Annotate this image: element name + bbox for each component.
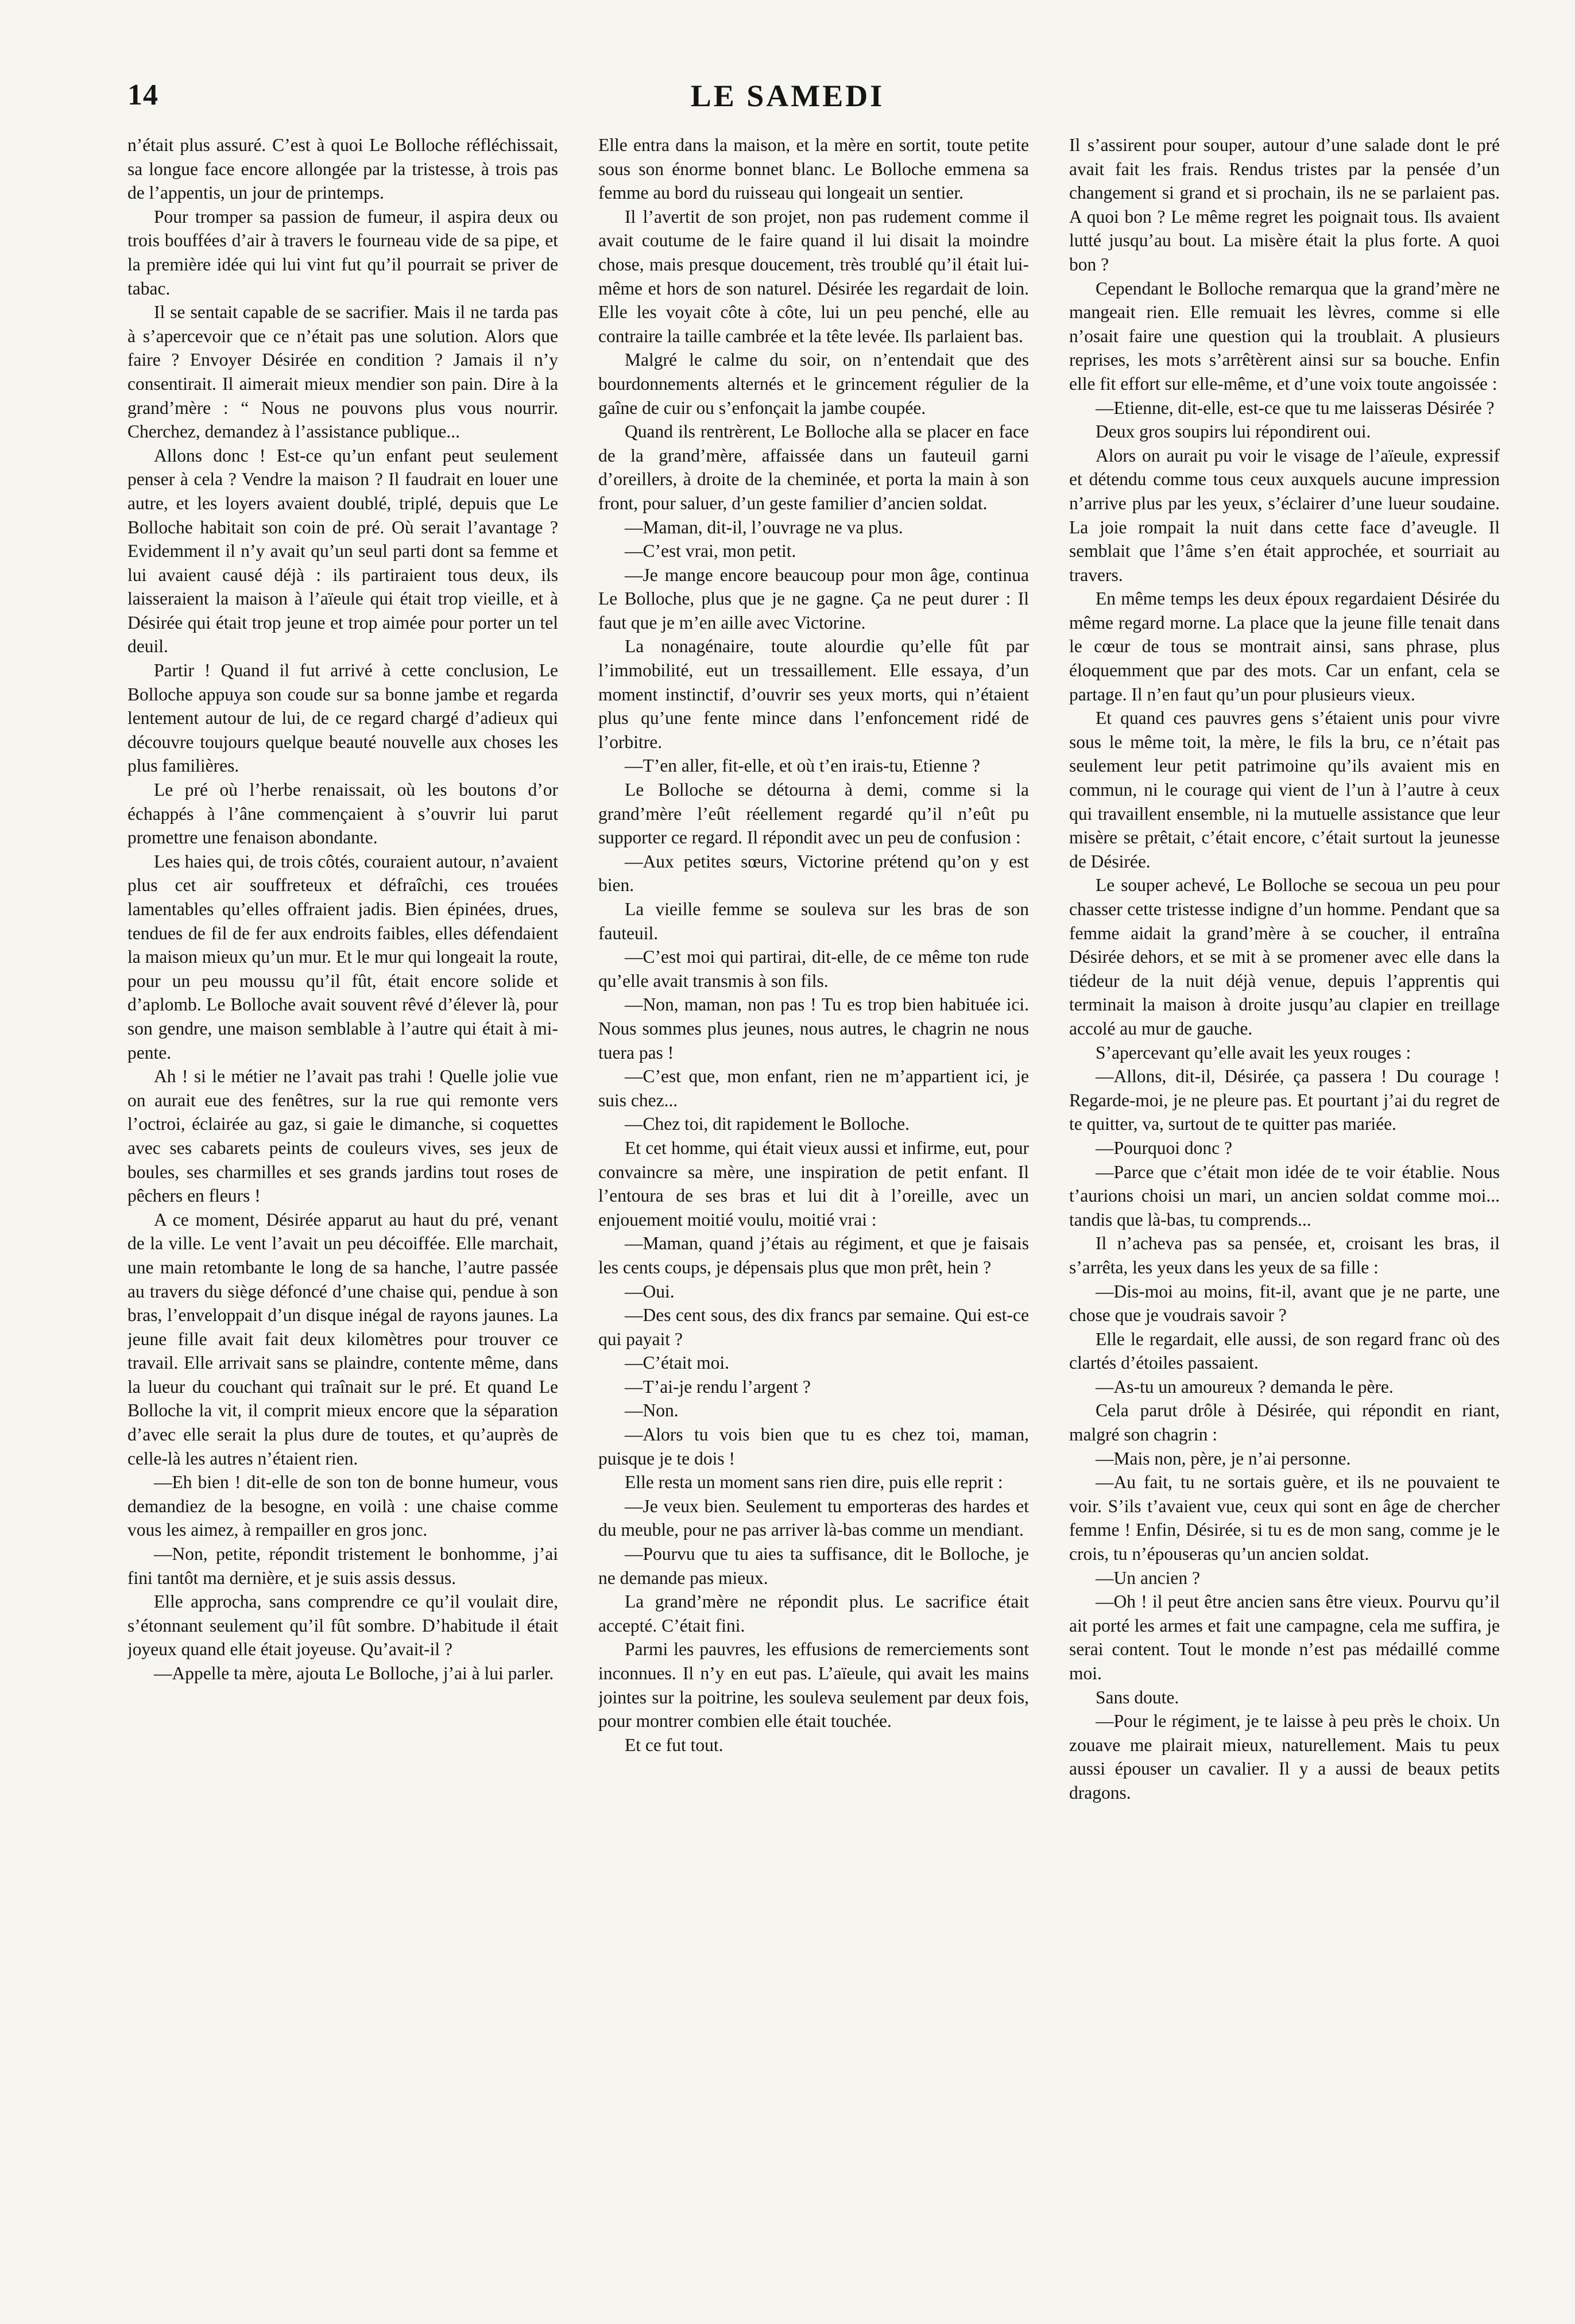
paragraph: Il s’assirent pour souper, autour d’une salade dont le pré avait fait les frais. Rendus tristes par la pensée d’un changement si grand et si prochain, ils ne se parlaient pas. A quoi bon ? Le même regret les poignait tous. Ils avaient lutté jusqu’au bout. La misère était la plus forte. A quoi bon ? bbox=[1069, 135, 1500, 274]
paragraph: —T’en aller, fit-elle, et où t’en irais-tu, Etienne ? bbox=[625, 756, 980, 776]
paragraph: —Allons, dit-il, Désirée, ça passera ! Du courage ! Regarde-moi, je ne pleure pas. Et pourtant j’ai du regret de te quitter, va, surtout de te quitter pas mariée. bbox=[1069, 1066, 1500, 1134]
paragraph: —C’est que, mon enfant, rien ne m’appartient ici, je suis chez... bbox=[598, 1066, 1029, 1110]
page-number: 14 bbox=[127, 79, 158, 111]
paragraph: —Au fait, tu ne sortais guère, et ils ne pouvaient te voir. S’ils t’avaient vue, ceux qui sont en âge de chercher femme ! Enfin, Désirée, si tu es de mon sang, comme je le crois, tu n’épouseras qu’un ancien soldat. bbox=[1069, 1472, 1500, 1564]
paragraph: Elle le regardait, elle aussi, de son regard franc où des clartés d’étoiles passaient. bbox=[1069, 1328, 1500, 1373]
paragraph: —Eh bien ! dit-elle de son ton de bonne humeur, vous demandiez de la besogne, en voilà : une chaise comme vous les aimez, à rempailler en gros jonc. bbox=[127, 1472, 558, 1540]
paragraph: Partir ! Quand il fut arrivé à cette conclusion, Le Bolloche appuya son coude sur sa bonne jambe et regarda lentement autour de lui, de ce regard chargé d’adieux qui découvre toujours quelque beauté nouvelle aux choses les plus familières. bbox=[127, 660, 558, 776]
paragraph: En même temps les deux époux regardaient Désirée du même regard morne. La place que la jeune fille tenait dans le cœur de tous se montrait ainsi, sans phrase, plus éloquemment que par des mots. Car un enfant, cela se partage. Il n’en faut qu’un pour plusieurs vieux. bbox=[1069, 588, 1500, 704]
paragraph: Le Bolloche se détourna à demi, comme si la grand’mère l’eût réellement regardé qu’il n’eût pu supporter ce regard. Il répondit avec un peu de confusion : bbox=[598, 780, 1029, 848]
paragraph: Sans doute. bbox=[1096, 1687, 1179, 1707]
paragraph: Le pré où l’herbe renaissait, où les boutons d’or échappés à l’âne commençaient à s’ouvrir lui parut promettre une fenaison abondante. bbox=[127, 780, 558, 848]
paragraph: —Mais non, père, je n’ai personne. bbox=[1096, 1448, 1351, 1469]
paragraph: —Appelle ta mère, ajouta Le Bolloche, j’ai à lui parler. bbox=[154, 1663, 554, 1683]
text-column-3 bbox=[1069, 133, 1500, 2269]
paragraph: —Etienne, dit-elle, est-ce que tu me laisseras Désirée ? bbox=[1096, 397, 1495, 418]
text-column-1 bbox=[127, 133, 558, 2269]
paragraph: Allons donc ! Est-ce qu’un enfant peut seulement penser à cela ? Vendre la maison ? Il faudrait en louer une autre, et les loyers avaient doublé, triplé, depuis que Le Bolloche habitait son coin de pré. Où serait l’avantage ? Evidemment il n’y avait qu’un seul parti dont sa femme et lui avaient causé déjà : ils partiraient tous deux, ils laisseraient la maison à l’aïeule qui était trop vieille, et à Désirée qui était trop jeune et trop aimée pour porter un tel deuil. bbox=[127, 445, 558, 657]
paragraph: La nonagénaire, toute alourdie qu’elle fût par l’immobilité, eut un tressaillement. Elle essaya, d’un moment instinctif, d’ouvrir ses yeux morts, qui n’étaient plus qu’une fente mince dans l’enfoncement ridé de l’orbitre. bbox=[598, 636, 1029, 752]
paragraph: —Maman, dit-il, l’ouvrage ne va plus. bbox=[625, 517, 903, 537]
paragraph: —Non, petite, répondit tristement le bonhomme, j’ai fini tantôt ma dernière, et je suis assis dessus. bbox=[127, 1544, 558, 1588]
paragraph: Malgré le calme du soir, on n’entendait que des bourdonnements alternés et le grincement régulier de la gaîne de cuir ou s’enfonçait la jambe coupée. bbox=[598, 350, 1029, 418]
paragraph: —As-tu un amoureux ? demanda le père. bbox=[1096, 1376, 1394, 1397]
paragraph: —Pourvu que tu aies ta suffisance, dit le Bolloche, je ne demande pas mieux. bbox=[598, 1544, 1029, 1588]
paragraph: —Pourquoi donc ? bbox=[1096, 1137, 1232, 1158]
paragraph: Et quand ces pauvres gens s’étaient unis pour vivre sous le même toit, la mère, le fils la bru, ce n’était pas seulement leur petit patrimoine qu’ils avaient mis en commun, ni le courage qui vient de l’un à l’autre à ceux qui travaillent ensemble, ni la mutuelle assistance que leur misère se prêtait, c’était encore, c’était surtout la jeunesse de Désirée. bbox=[1069, 708, 1500, 872]
paragraph: —Parce que c’était mon idée de te voir établie. Nous t’aurions choisi un mari, un ancien soldat comme moi... tandis que là-bas, tu comprends... bbox=[1069, 1161, 1500, 1230]
paragraph: Ah ! si le métier ne l’avait pas trahi ! Quelle jolie vue on aurait eue des fenêtres, sur la rue qui remonte vers l’octroi, éclairée au gaz, si gaie le dimanche, si coquettes avec ses cabarets peints de couleurs vives, ses jeux de boules, ses charmilles et ses grands jardins tout roses de pêchers en fleurs ! bbox=[127, 1066, 558, 1206]
paragraph: Quand ils rentrèrent, Le Bolloche alla se placer en face de la grand’mère, affaissée dans un fauteuil garni d’oreillers, à droite de la cheminée, et porta la main à son front, pour saluer, d’un geste familier d’ancien soldat. bbox=[598, 421, 1029, 513]
paragraph: Elle resta un moment sans rien dire, puis elle reprit : bbox=[625, 1472, 1003, 1493]
paragraph: —C’est vrai, mon petit. bbox=[625, 541, 796, 561]
paragraph: Elle entra dans la maison, et la mère en sortit, toute petite sous son énorme bonnet blanc. Le Bolloche emmena sa femme au bord du ruisseau qui longeait un sentier. bbox=[598, 135, 1029, 203]
paragraph: Elle approcha, sans comprendre ce qu’il voulait dire, s’étonnant seulement qu’il fût sombre. D’habitude il était joyeux quand elle était joyeuse. Qu’avait-il ? bbox=[127, 1591, 558, 1660]
paragraph: Parmi les pauvres, les effusions de remerciements sont inconnues. Il n’y en eut pas. L’aïeule, qui avait les mains jointes sur la poitrine, les souleva seulement par deux fois, pour montrer combien elle était touchée. bbox=[598, 1639, 1029, 1732]
paragraph: S’apercevant qu’elle avait les yeux rouges : bbox=[1096, 1042, 1411, 1063]
text-column-2 bbox=[598, 133, 1029, 2269]
paragraph: Deux gros soupirs lui répondirent oui. bbox=[1096, 421, 1371, 442]
paragraph: —Je mange encore beaucoup pour mon âge, continua Le Bolloche, plus que je ne gagne. Ça ne peut durer : Il faut que je m’en aille avec Victorine. bbox=[598, 564, 1029, 633]
paragraph: —Alors tu vois bien que tu es chez toi, maman, puisque je te dois ! bbox=[598, 1424, 1029, 1469]
paragraph: Pour tromper sa passion de fumeur, il aspira deux ou trois bouffées d’air à travers le fourneau vide de sa pipe, et la première idée qui lui vint fut qu’il pourrait se priver de tabac. bbox=[127, 206, 558, 299]
paragraph: A ce moment, Désirée apparut au haut du pré, venant de la ville. Le vent l’avait un peu décoiffée. Elle marchait, une main retombante le long de sa hanche, l’autre passée au travers du siège défoncé d’une chaise qui, pendue à son bras, l’enveloppait d’un disque inégal de rayons jaunes. La jeune fille avait fait deux kilomètres pour trouver ce travail. Elle arrivait sans se plaindre, contente même, dans la lueur du couchant qui traînait sur le pré. Et quand Le Bolloche la vit, il comprit mieux encore que la séparation d’avec elle serait la plus dure de toutes, et qu’auprès de celle-là les autres n’étaient rien. bbox=[127, 1209, 558, 1469]
paragraph: Les haies qui, de trois côtés, couraient autour, n’avaient plus cet air souffreteux et défraîchi, ces trouées lamentables qu’elles offraient jadis. Bien épinées, drues, tendues de fil de fer aux endroits faibles, elles défendaient la maison mieux qu’un mur. Et le mur qui longeait la route, pour un peu moussu qu’il fût, était encore solide et d’aplomb. Le Bolloche avait souvent rêvé d’élever là, pour son gendre, une maison semblable à l’autre qui était à mi-pente. bbox=[127, 851, 558, 1063]
paragraph: —Un ancien ? bbox=[1096, 1567, 1200, 1588]
paragraph: La vieille femme se souleva sur les bras de son fauteuil. bbox=[598, 899, 1029, 943]
paragraph: —Oui. bbox=[625, 1281, 675, 1302]
paragraph: —Des cent sous, des dix francs par semaine. Qui est-ce qui payait ? bbox=[598, 1305, 1029, 1349]
paragraph: —Aux petites sœurs, Victorine prétend qu’on y est bien. bbox=[598, 851, 1029, 896]
paragraph: Il n’acheva pas sa pensée, et, croisant les bras, il s’arrêta, les yeux dans les yeux de sa fille : bbox=[1069, 1233, 1500, 1277]
paragraph: —Maman, quand j’étais au régiment, et que je faisais les cents coups, je dépensais plus que mon prêt, hein ? bbox=[598, 1233, 1029, 1277]
paragraph: —Pour le régiment, je te laisse à peu près le choix. Un zouave me plairait mieux, naturellement. Mais tu peux aussi épouser un cavalier. Il y a aussi de beaux petits dragons. bbox=[1069, 1711, 1500, 1803]
paragraph: Il l’avertit de son projet, non pas rudement comme il avait coutume de le faire quand il lui disait la moindre chose, mais presque doucement, très troublé qu’il était lui-même et hors de son naturel. Désirée les regardait de loin. Elle les voyait côte à côte, lui un peu penché, elle au contraire la taille cambrée et la tête levée. Ils parlaient bas. bbox=[598, 206, 1029, 346]
paragraph: —C’est moi qui partirai, dit-elle, de ce même ton rude qu’elle avait transmis à son fils. bbox=[598, 947, 1029, 991]
publication-title: LE SAMEDI bbox=[690, 79, 885, 113]
paragraph: Il se sentait capable de se sacrifier. Mais il ne tarda pas à s’apercevoir que ce n’était pas une solution. Alors que faire ? Envoyer Désirée en condition ? Jamais il n’y consentirait. Il aimerait mieux mendier son pain. Dire à la grand’mère : “ Nous ne pouvons plus vous nourrir. Cherchez, demandez à l’assistance publique... bbox=[127, 302, 558, 442]
text-columns bbox=[127, 133, 1500, 2269]
paragraph: Cependant le Bolloche remarqua que la grand’mère ne mangeait rien. Elle remuait les lèvres, comme si elle n’osait faire une question qui la troublait. A plusieurs reprises, les mots s’arrêtèrent ainsi sur sa bouche. Enfin elle fit effort sur elle-même, et d’une voix toute angoissée : bbox=[1069, 278, 1500, 394]
paragraph: —Non, maman, non pas ! Tu es trop bien habituée ici. Nous sommes plus jeunes, nous autres, le chagrin ne nous tuera pas ! bbox=[598, 994, 1029, 1063]
paragraph: —Je veux bien. Seulement tu emporteras des hardes et du meuble, pour ne pas arriver là-bas comme un mendiant. bbox=[598, 1496, 1029, 1540]
paragraph: —Non. bbox=[625, 1400, 679, 1421]
paragraph: —C’était moi. bbox=[625, 1353, 729, 1373]
paragraph: Cela parut drôle à Désirée, qui répondit en riant, malgré son chagrin : bbox=[1069, 1400, 1500, 1445]
paragraph: —Oh ! il peut être ancien sans être vieux. Pourvu qu’il ait porté les armes et fait une campagne, cela me suffira, je serai content. Tout le monde n’est pas médaillé comme moi. bbox=[1069, 1591, 1500, 1683]
paragraph: La grand’mère ne répondit plus. Le sacrifice était accepté. C’était fini. bbox=[598, 1591, 1029, 1636]
paragraph: —Chez toi, dit rapidement le Bolloche. bbox=[625, 1114, 910, 1134]
paragraph: —Dis-moi au moins, fit-il, avant que je ne parte, une chose que je voudrais savoir ? bbox=[1069, 1281, 1500, 1326]
paragraph: Et ce fut tout. bbox=[625, 1734, 723, 1755]
paragraph: n’était plus assuré. C’est à quoi Le Bolloche réfléchissait, sa longue face encore allongée par la tristesse, à trois pas de l’appentis, un jour de printemps. bbox=[127, 135, 558, 203]
paragraph: Et cet homme, qui était vieux aussi et infirme, eut, pour convaincre sa mère, une inspiration de petit enfant. Il l’entoura de ses bras et lui dit à l’oreille, avec un enjouement moitié voulu, moitié vrai : bbox=[598, 1137, 1029, 1230]
paragraph: —T’ai-je rendu l’argent ? bbox=[625, 1376, 811, 1397]
paragraph: Alors on aurait pu voir le visage de l’aïeule, expressif et détendu comme tous ceux auxquels aucune impression n’arrive plus par les yeux, s’éclairer d’une lueur soudaine. La joie rompait la nuit dans cette face d’aveugle. Il semblait que l’âme s’en était approchée, et sourriait au travers. bbox=[1069, 445, 1500, 585]
paragraph: Le souper achevé, Le Bolloche se secoua un peu pour chasser cette tristesse indigne d’un homme. Pendant que sa femme aidait la grand’mère à se coucher, il entraîna Désirée dehors, et se mit à se promener avec elle dans la tiédeur de la nuit déjà venue, depuis l’apprentis qui terminait la maison à droite jusqu’au clapier en treillage accolé au mur de gauche. bbox=[1069, 875, 1500, 1039]
